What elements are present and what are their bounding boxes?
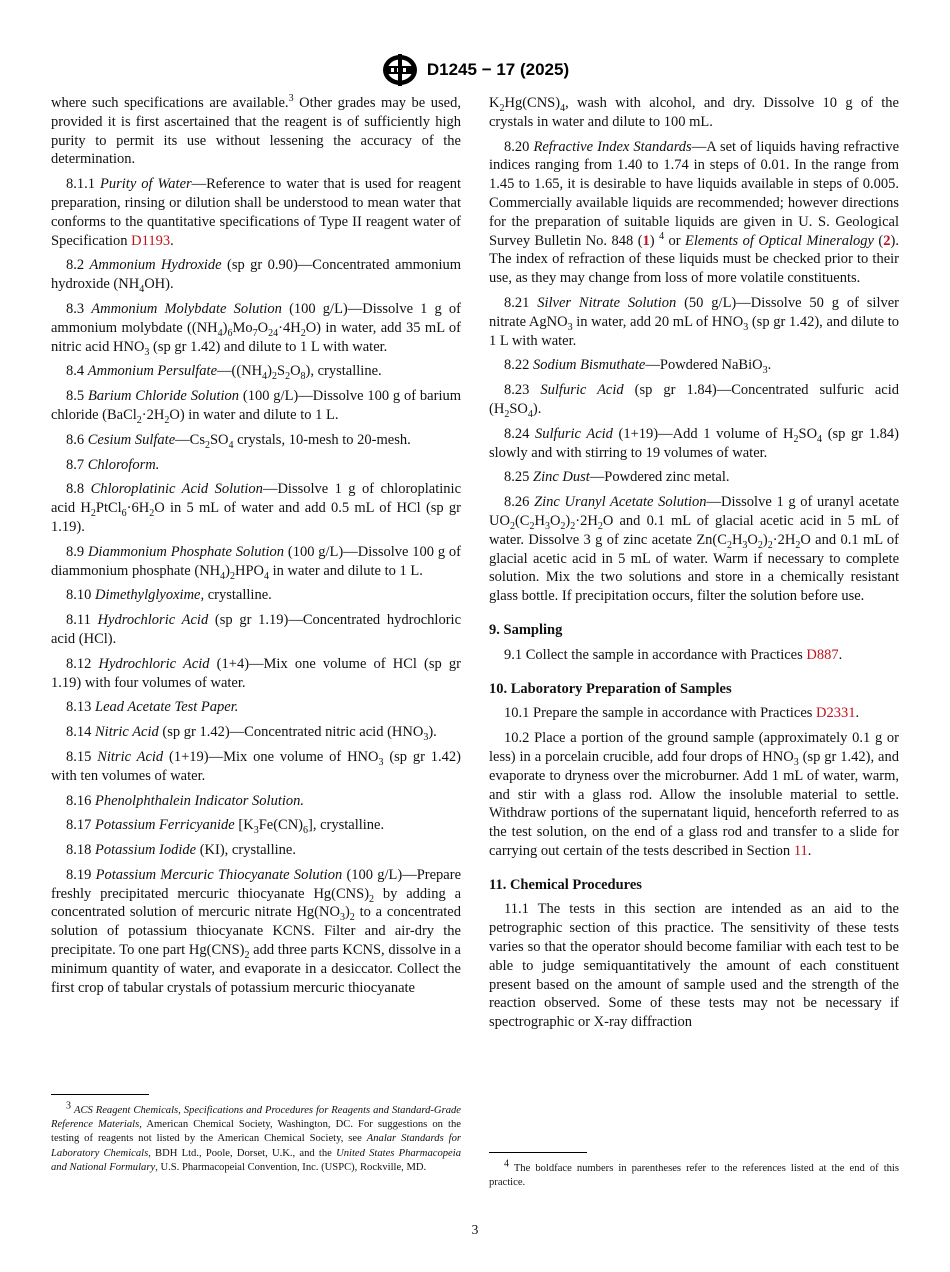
paragraph-8-22: 8.22 Sodium Bismuthate—Powdered NaBiO$_3$. (504, 357, 772, 377)
link-d2331[interactable]: D2331 (816, 705, 856, 722)
paragraph-8-7: 8.7 Chloroform. (66, 456, 160, 473)
section-heading-10: 10. Laboratory Preparation of Samples (489, 680, 732, 697)
document-id: D1245 − 17 (2025) (426, 60, 570, 79)
paragraph-10-2: 10.2 Place a portion of the ground sample (approximately 0.1 g or less) in a porcelain crucible, add four drops of $HNO_3$ (sp gr 1.42), and evaporate to dryness over the microburner. Add 1 mL of water, warm, and stir with a glass rod. Allow the insoluble material to settle. Withdraw portions of the supernatant liquid, henceforth referred to as the test solution, on the end of a glass rod and transfer to a slide for carrying out certain of the tests described in Section 11. (489, 730, 899, 859)
paragraph-10-1: 10.1 Prepare the sample in accordance with Practices D2331. (504, 705, 860, 722)
paragraph-8-3: 8.3 Ammonium Molybdate Solution (100 g/L)—Dissolve 1 g of ammonium molybdate $((NH_4)_6Mo_7O_{24}\cdot 4H_2O)$ in water, add 35 mL of nitric acid $HNO_3$ (sp gr 1.42) and dilute to 1 L with water. (51, 300, 462, 358)
paragraph-8-1-cont: where such specifications are available.$^3$ Other grades may be used, provided it is first ascertained that the reagent is of sufficiently high purity to permit its use without lessening the accuracy of the determination. (51, 93, 461, 168)
paragraph-8-12: 8.12 Hydrochloric Acid (1+4)—Mix one volume of HCl (sp gr 1.19) with four volumes of water. (51, 655, 461, 691)
paragraph-8-16: 8.16 Phenolphthalein Indicator Solution. (66, 792, 305, 809)
paragraph-11-1: 11.1 The tests in this section are intended as an aid to the petrographic section of this practice. The sensitivity of these tests varies so that the operator should become familiar with each test to be able to judge semiquantitatively the amount of each constituent present based on the amount of sample used and the strength of the reaction observed. Some of these tests may not be necessary if spectrographic or X-ray diffraction (489, 901, 899, 1031)
paragraph-8-15: 8.15 Nitric Acid (1+19)—Mix one volume of $HNO_3$ (sp gr 1.42) with ten volumes of water. (51, 748, 461, 784)
paragraph-8-6: 8.6 Cesium $Sulfate—Cs_2SO_4$ crystals, 10-mesh to 20-mesh. (66, 431, 411, 451)
link-d887[interactable]: D887 (806, 646, 839, 663)
footnote-4: $^4$ The boldface numbers in parentheses refer to the references listed at the end of this practice. (489, 1158, 899, 1189)
paragraph-8-24: 8.24 Sulfuric Acid (1+19)—Add 1 volume of $H_2SO_4$ (sp gr 1.84) slowly and with stirring to 19 volumes of water. (489, 425, 899, 461)
paragraph-8-26: 8.26 Zinc Uranyl Acetate Solution—Dissolve 1 g of uranyl acetate $UO_2(C_2H_3O_2)_2\cdot 2H_2O$ and 0.1 mL of glacial acetic acid in 5 mL of water. Dissolve 3 g of zinc acetate $Zn(C_2H_3O_2)_2\cdot 2H_2O$ and 0.1 mL of glacial acetic acid in 5 mL of water. Warm if necessary to complete solution. Mix the two solutions and store in a chemically resistant glass bottle. If precipitation occurs, filter the solution before use. (489, 494, 900, 605)
reference-link-1[interactable]: 1 (642, 232, 650, 249)
paragraph-8-25: 8.25 Zinc Dust—Powdered zinc metal. (504, 469, 730, 486)
page-number: 3 (471, 1222, 479, 1237)
link-d1193[interactable]: D1193 (131, 232, 171, 249)
paragraph-8-2: 8.2 Ammonium Hydroxide (sp gr 0.90)—Concentrated ammonium hydroxide $(NH_4OH)$. (51, 257, 462, 296)
paragraph-8-23: 8.23 Sulfuric Acid (sp gr 1.84)—Concentrated sulfuric acid $(H_2SO_4)$. (489, 382, 900, 420)
footnote-ref-4[interactable]: 4 (659, 230, 665, 242)
page-header (0, 52, 950, 88)
section-heading-11: 11. Chemical Procedures (489, 876, 642, 893)
paragraph-8-8: 8.8 Chloroplatinic Acid Solution—Dissolve 1 g of chloroplatinic acid $H_2PtCl_6\cdot 6H_2O$ in 5 mL of water and add 0.5 mL of HCl (sp gr 1.19). (51, 481, 462, 535)
paragraph-8-11: 8.11 Hydrochloric Acid (sp gr 1.19)—Concentrated hydrochloric acid (HCl). (51, 612, 461, 647)
left-column (51, 94, 461, 1003)
paragraph-8-10: 8.10 Dimethylglyoxime, crystalline. (66, 587, 272, 604)
paragraph-8-13: 8.13 Lead Acetate Test Paper. (66, 699, 239, 716)
section-heading-9: 9. Sampling (489, 621, 563, 638)
footnote-ref-3[interactable]: 3 (288, 93, 294, 105)
paragraph-8-19: 8.19 Potassium Mercuric Thiocyanate Solution (100 g/L)—Prepare freshly precipitated mercuric thiocyanate $Hg(CNS)_2$ by adding a concentrated solution of mercuric nitrate $Hg(NO_3)_2$ to a concentrated solution of potassium thiocyanate KCNS. Filter and air-dry the precipitate. To one part $Hg(CNS)_2$ add three parts KCNS, dissolve in a minimum quantity of water, and evaporate in a desiccator. Collect the first crop of tabular crystals of potassium mercuric thiocyanate (51, 866, 462, 996)
footnote-divider-right (489, 1152, 587, 1153)
footnote-3: $^3$ ACS Reagent Chemicals, Specifications and Procedures for Reagents and Standard-Grade Reference Materials, American Chemical Society, Washington, DC. For suggestions on the testing of reagents not listed by the American Chemical Society, see Analar Standards for Laboratory Chemicals, BDH Ltd., Poole, Dorset, U.K., and the United States Pharmacopeia and National Formulary, U.S. Pharmacopeial Convention, Inc. (USPC), Rockville, MD. (51, 1100, 462, 1173)
paragraph-9-1: 9.1 Collect the sample in accordance with Practices D887. (504, 646, 843, 663)
paragraph-8-18: 8.18 Potassium Iodide (KI), crystalline. (66, 842, 296, 859)
astm-logo-icon (381, 53, 419, 87)
paragraph-8-17: 8.17 Potassium Ferricyanide $[K_3Fe(CN)_6]$, crystalline. (66, 817, 385, 837)
paragraph-8-21: 8.21 Silver Nitrate Solution (50 g/L)—Dissolve 50 g of silver nitrate AgNO$_3$ in water, add 20 mL of $HNO_3$ (sp gr 1.42), and dilute to 1 L with water. (489, 294, 900, 349)
right-column (489, 94, 899, 1038)
footnote-divider-left (51, 1094, 149, 1095)
paragraph-8-4: 8.4 Ammonium $Persulfate—((NH_4)_2S_2O_8)$, crystalline. (66, 363, 382, 383)
link-section-11[interactable]: 11 (793, 842, 808, 859)
paragraph-8-1-1: 8.1.1 Purity of Water—Reference to water that is used for reagent preparation, rinsing or dilution shall be understood to mean water that conforms to the quantitative specifications of Type II reagent water of Specification D1193. (51, 176, 461, 249)
paragraph-8-14: 8.14 Nitric Acid (sp gr 1.42)—Concentrated nitric acid $(HNO_3)$. (66, 724, 437, 743)
reference-link-2[interactable]: 2 (883, 232, 891, 249)
paragraph-8-9: 8.9 Diammonium Phosphate Solution (100 g/L)—Dissolve 100 g of diammonium phosphate $(NH_4)_2HPO_4$ in water and dilute to 1 L. (51, 543, 461, 582)
paragraph-8-5: 8.5 Barium Chloride Solution (100 g/L)—Dissolve 100 g of barium chloride $(BaCl_2\cdot 2H_2O)$ in water and dilute to 1 L. (51, 388, 462, 426)
paragraph-8-19-cont: $K_2Hg(CNS)_4$, wash with alcohol, and dry. Dissolve 10 g of the crystals in water and dilute to 100 mL. (489, 95, 899, 130)
paragraph-8-20: 8.20 Refractive Index Standards—A set of liquids having refractive indices ranging from 1.40 to 1.74 in steps of 0.01. In the range from 1.45 to 1.65, it is desirable to have liquids available in steps of 0.005. Commercially available liquids are recommended; however directions for the preparation of suitable liquids are given in U. S. Geological Survey Bulletin No. 848 (1) $^4$ or Elements of Optical Mineralogy (2). The index of refraction of these liquids must be checked prior to their use, as they may change from loss of more volatile constituents. (489, 138, 900, 287)
